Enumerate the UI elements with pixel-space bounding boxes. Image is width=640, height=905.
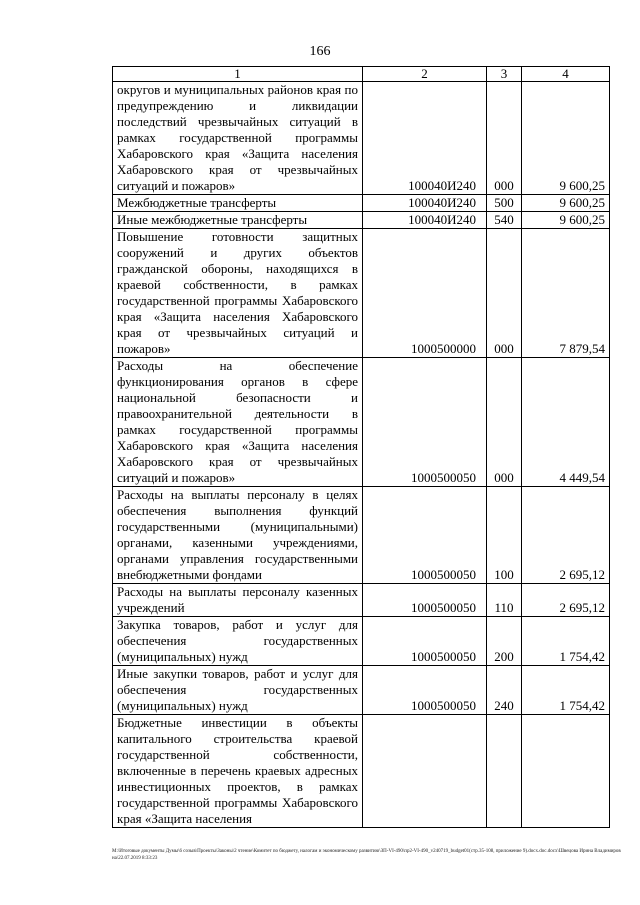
header-col-2: 2 [363, 67, 487, 82]
row-name: Иные межбюджетные трансферты [113, 212, 363, 229]
row-sum: 9 600,25 [522, 82, 610, 195]
header-col-4: 4 [522, 67, 610, 82]
table-row [113, 358, 610, 487]
header-col-3: 3 [487, 67, 522, 82]
table-row [113, 82, 610, 195]
row-sum: 2 695,12 [522, 487, 610, 584]
table-row [113, 487, 610, 584]
row-sum [522, 715, 610, 828]
row-sum: 9 600,25 [522, 195, 610, 212]
row-expense-type [487, 715, 522, 828]
table-row [113, 617, 610, 666]
row-code: 1000500050 [363, 617, 487, 666]
row-expense-type: 000 [487, 229, 522, 358]
row-code: 100040И240 [363, 82, 487, 195]
row-sum: 4 449,54 [522, 358, 610, 487]
page-number: 166 [309, 44, 331, 59]
header-col-1: 1 [113, 67, 363, 82]
table-row [113, 195, 610, 212]
table-row [113, 584, 610, 617]
table-row [113, 715, 610, 828]
row-name: округов и муниципальных районов края по предупреждению и ликвидации последствий чрезвычайных ситуаций в рамках государственной программы Хабаровского края «Защита населения Хабаровского края от чрезвычайных ситуаций и пожаров» [113, 82, 363, 195]
row-code: 100040И240 [363, 195, 487, 212]
table-header-row [113, 67, 610, 82]
row-code [363, 715, 487, 828]
row-name: Расходы на обеспечение функционирования органов в сфере национальной безопасности и правоохранительной деятельности в рамках государственной программы Хабаровского края «Защита населения Хабаровского края от чрезвычайных ситуаций и пожаров» [113, 358, 363, 487]
row-expense-type: 200 [487, 617, 522, 666]
table-row [113, 212, 610, 229]
row-name: Закупка товаров, работ и услуг для обеспечения государственных (муниципальных) нужд [113, 617, 363, 666]
row-sum: 9 600,25 [522, 212, 610, 229]
row-sum: 7 879,54 [522, 229, 610, 358]
row-code: 1000500050 [363, 666, 487, 715]
row-sum: 2 695,12 [522, 584, 610, 617]
row-sum: 1 754,42 [522, 617, 610, 666]
row-expense-type: 240 [487, 666, 522, 715]
table-row [113, 666, 610, 715]
row-name: Повышение готовности защитных сооружений и других объектов гражданской обороны, находящихся в краевой собственности, в рамках государственной программы Хабаровского края «Защита населения Хабаровского края от чрезвычайных ситуаций и пожаров» [113, 229, 363, 358]
row-code: 100040И240 [363, 212, 487, 229]
row-code: 1000500050 [363, 487, 487, 584]
row-expense-type: 000 [487, 82, 522, 195]
row-expense-type: 000 [487, 358, 522, 487]
budget-table [112, 66, 610, 828]
table-row [113, 229, 610, 358]
row-expense-type: 500 [487, 195, 522, 212]
row-expense-type: 110 [487, 584, 522, 617]
row-expense-type: 540 [487, 212, 522, 229]
file-path-footer: M:\Итоговые документы Думы\6 созыв\Проекты\Законы\2 чтение\Комитет по бюджету, налогам и экономическому развитию\ЗП-VI-490\пр2-VI-490_v240719_budget01(стр.35-108, приложение 9).docx.doc.docx\Швецова Ирина Владимировна\22.07.2019 8:33:23 [112, 849, 621, 861]
row-code: 1000500050 [363, 584, 487, 617]
row-code: 1000500050 [363, 358, 487, 487]
row-name: Расходы на выплаты персоналу в целях обеспечения выполнения функций государственными (муниципальными) органами, казенными учреждениями, органами управления государственными внебюджетными фондами [113, 487, 363, 584]
row-name: Иные закупки товаров, работ и услуг для обеспечения государственных (муниципальных) нужд [113, 666, 363, 715]
row-code: 1000500000 [363, 229, 487, 358]
row-sum: 1 754,42 [522, 666, 610, 715]
row-expense-type: 100 [487, 487, 522, 584]
row-name: Бюджетные инвестиции в объекты капитального строительства краевой государственной собственности, включенные в перечень краевых адресных инвестиционных проектов, в рамках государственной программы Хабаровского края «Защита населения [113, 715, 363, 828]
row-name: Расходы на выплаты персоналу казенных учреждений [113, 584, 363, 617]
row-name: Межбюджетные трансферты [113, 195, 363, 212]
